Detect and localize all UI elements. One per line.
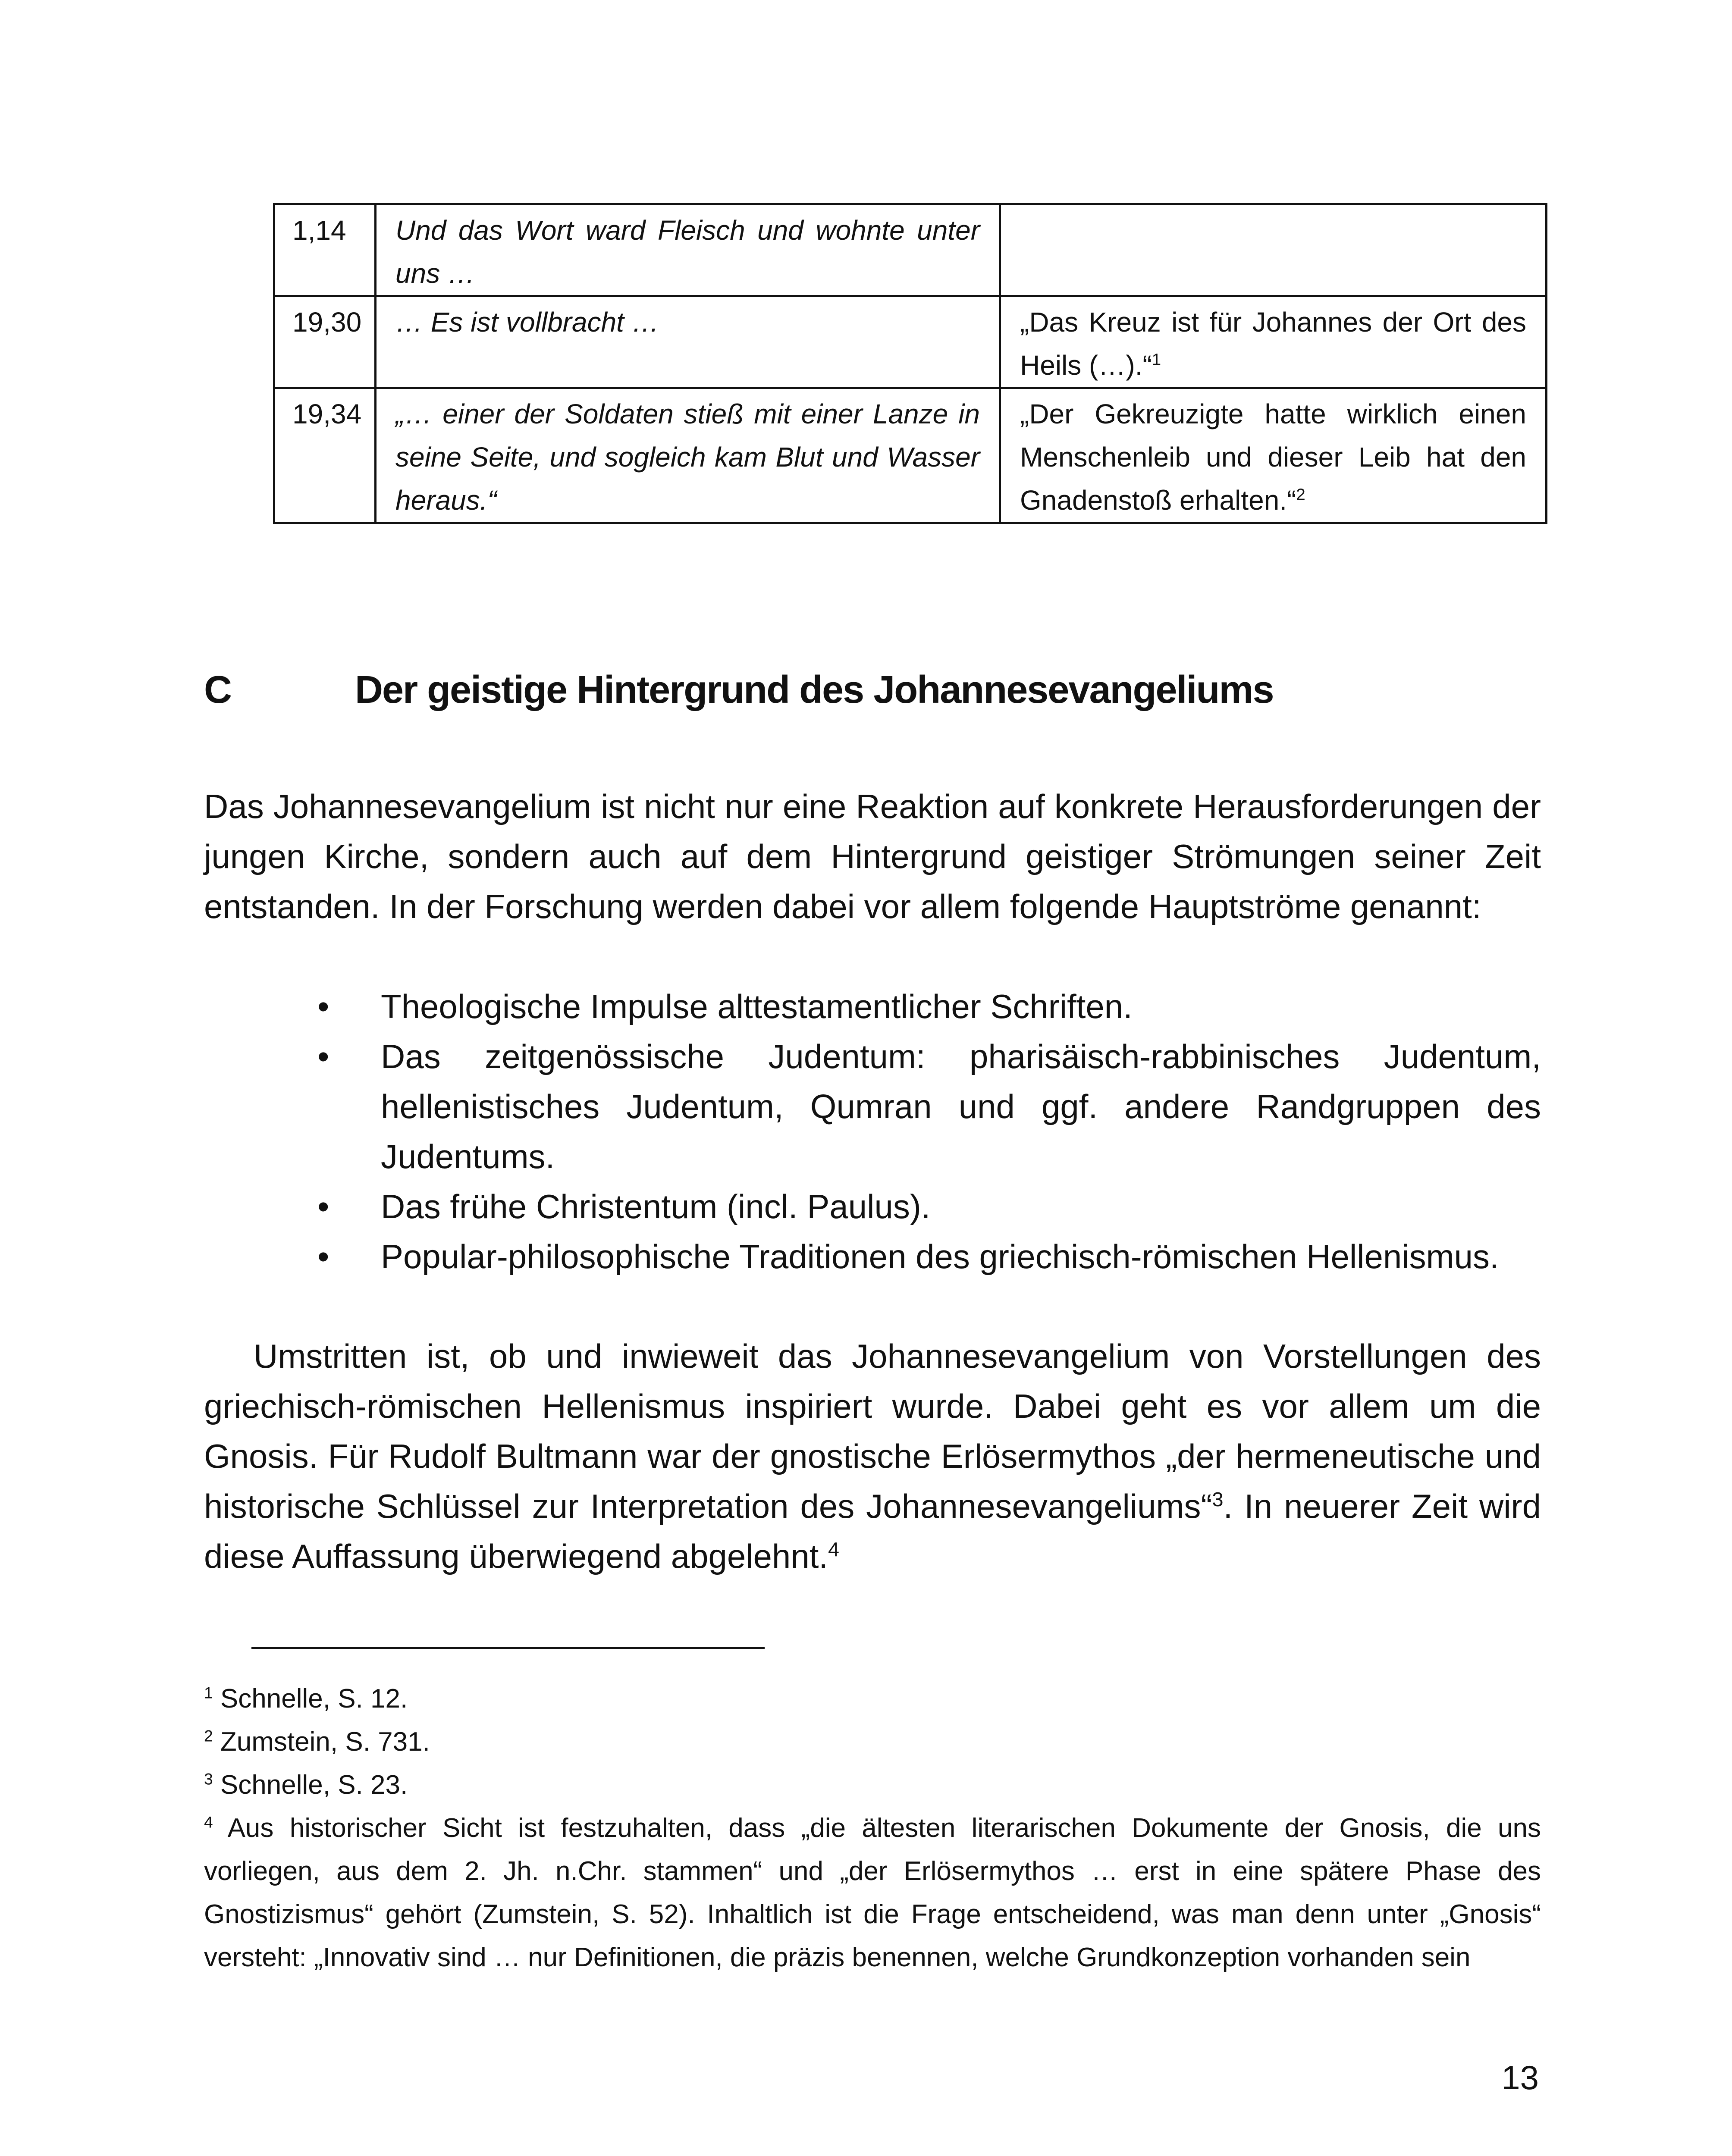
verse-comment <box>1000 204 1547 296</box>
list-item-text: Theologische Impulse alttestamentlicher Schriften. <box>381 987 1133 1025</box>
table-row <box>274 204 1547 296</box>
list-item <box>204 1232 1541 1282</box>
section-heading <box>204 664 1274 716</box>
footnote-number: 3 <box>204 1770 213 1788</box>
footnote-number: 4 <box>204 1813 213 1831</box>
verse-table <box>273 203 1547 524</box>
footnote <box>204 1807 1541 1979</box>
page-number: 13 <box>1501 2059 1539 2096</box>
footnote <box>204 1764 1541 1807</box>
bullet-icon: • <box>317 1188 329 1225</box>
bullet-icon: • <box>317 987 329 1025</box>
footnotes <box>204 1677 1541 1979</box>
bullet-icon: • <box>317 1037 329 1075</box>
footnote-number: 2 <box>204 1727 213 1745</box>
list-item <box>204 981 1541 1031</box>
verse-quote: Und das Wort ward Fleisch und wohnte unter uns … <box>376 204 1000 296</box>
paragraph-text: . In neuerer Zeit wird diese Auffassung überwiegend abgelehnt. <box>204 1487 1541 1575</box>
verse-comment <box>1000 296 1547 388</box>
section-title: Der geistige Hintergrund des Johannesevangeliums <box>355 668 1274 711</box>
verse-quote: … Es ist vollbracht … <box>376 296 1000 388</box>
list-item <box>204 1031 1541 1181</box>
footnote <box>204 1720 1541 1764</box>
footnote-text: Aus historischer Sicht ist festzuhalten, dass „die ältesten literarischen Dokumente der Gnosis, die uns vorliegen, aus dem 2. Jh. n.Chr. stammen“ und „der Erlösermythos … erst in eine spätere Phase des Gnostizismus“ gehört (Zumstein, S. 52). Inhaltlich ist die Frage entscheidend, was man denn unter „Gnosis“ versteht: „Innovativ sind … nur Definitionen, die präzis benennen, welche Grundkonzeption vorhanden sein <box>204 1813 1541 1972</box>
footnote-separator <box>251 1647 765 1649</box>
verse-reference: 1,14 <box>274 204 376 296</box>
list-item-text: Das frühe Christentum (incl. Paulus). <box>381 1188 931 1225</box>
verse-reference: 19,30 <box>274 296 376 388</box>
table-row <box>274 388 1547 523</box>
footnote-text: Schnelle, S. 23. <box>220 1770 408 1800</box>
intro-paragraph: Das Johannesevangelium ist nicht nur eine Reaktion auf konkrete Herausforderungen der jungen Kirche, sondern auch auf dem Hintergrund geistiger Strömungen seiner Zeit entstanden. In der Forschung werden dabei vor allem folgende Hauptströme genannt: <box>204 787 1541 925</box>
footnote <box>204 1677 1541 1720</box>
verse-quote: „… einer der Soldaten stieß mit einer Lanze in seine Seite, und sogleich kam Blut und Wasser heraus.“ <box>376 388 1000 523</box>
footnote-ref: 2 <box>1296 485 1305 504</box>
comment-text: „Der Gekreuzigte hatte wirklich einen Menschenleib und dieser Leib hat den Gnadenstoß erhalten.“ <box>1020 398 1526 516</box>
footnote-text: Zumstein, S. 731. <box>220 1727 430 1757</box>
list-item-text: Popular-philosophische Traditionen des griechisch-römischen Hellenismus. <box>381 1238 1499 1275</box>
paragraph-text: Umstritten ist, ob und inwieweit das Johannesevangelium von Vorstellungen des griechisch-römischen Hellenismus inspiriert wurde. Dabei geht es vor allem um die Gnosis. Für Rudolf Bultmann war der gnostische Erlösermythos „der hermeneutische und historische Schlüssel zur Interpretation des Johannesevangeliums“ <box>204 1337 1541 1525</box>
bullet-list <box>204 981 1541 1282</box>
verse-reference: 19,34 <box>274 388 376 523</box>
comment-text: „Das Kreuz ist für Johannes der Ort des Heils (…).“ <box>1020 307 1526 381</box>
list-item <box>204 1181 1541 1232</box>
verse-comment <box>1000 388 1547 523</box>
footnote-ref: 3 <box>1212 1488 1224 1510</box>
list-item-text: Das zeitgenössische Judentum: pharisäisch-rabbinisches Judentum, hellenistisches Judentum, Qumran und ggf. andere Randgruppen des Judentums. <box>381 1037 1541 1175</box>
footnote-ref: 1 <box>1152 350 1161 369</box>
bullet-icon: • <box>317 1238 329 1275</box>
footnote-text: Schnelle, S. 12. <box>220 1684 408 1714</box>
section-letter: C <box>204 668 231 711</box>
footnote-ref: 4 <box>828 1538 840 1561</box>
footnote-number: 1 <box>204 1683 213 1702</box>
table-row <box>274 296 1547 388</box>
body-paragraph <box>204 1331 1541 1581</box>
